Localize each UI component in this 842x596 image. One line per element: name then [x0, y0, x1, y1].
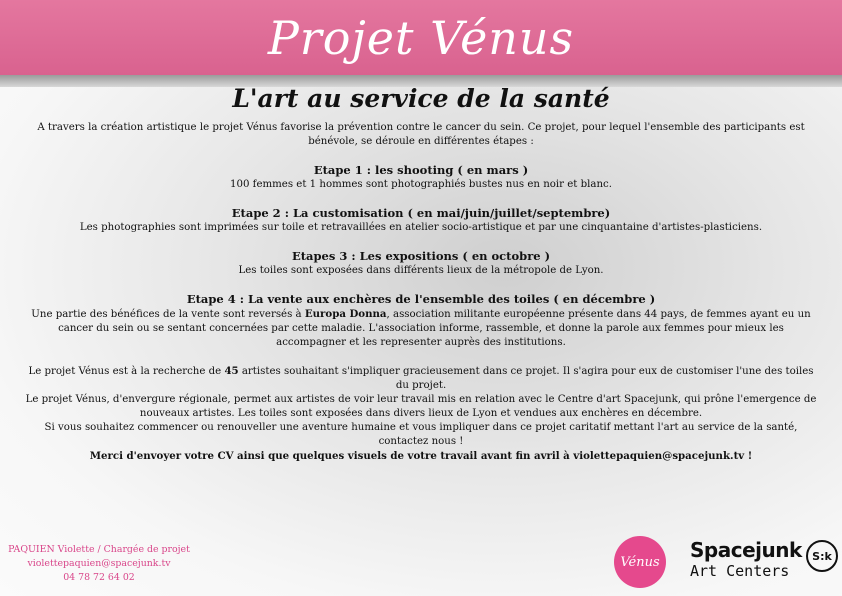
contact-email[interactable]: violettepaquien@spacejunk.tv [27, 558, 171, 569]
regional-paragraph: Le projet Vénus, d'envergure régionale, permet aux artistes de voir leur travail mis en relation avec le Centre d'art Spacejunk, qui prône l'emergence de nouveaux artistes. Les toiles sont exposées dans divers lieux de Lyon et vendues aux enchères en décembre. [25, 394, 817, 419]
page-subtitle: L'art au service de la santé [232, 84, 610, 113]
contact-block [4, 543, 194, 585]
step-3-title: Etapes 3 : Les expositions ( en octobre ) [291, 249, 551, 263]
contact-name: PAQUIEN Violette / Chargée de projet [8, 544, 190, 555]
step-4-title: Etape 4 : La vente aux enchères de l'ensemble des toiles ( en décembre ) [186, 292, 656, 306]
page-title: Projet Vénus [267, 10, 575, 65]
recruit-text-start: Le projet Vénus est à la recherche de [28, 366, 225, 377]
recruit-paragraph [22, 364, 820, 393]
contact-phone: 04 78 72 64 02 [63, 572, 135, 583]
step-1-title: Etape 1 : les shooting ( en mars ) [313, 163, 529, 177]
venus-logo [614, 536, 666, 588]
spacejunk-logo-tagline: Art Centers [690, 562, 790, 580]
step-2-title: Etape 2 : La customisation ( en mai/juin/juillet/septembre) [231, 206, 611, 220]
header-banner [0, 0, 842, 75]
step-2-text: Les photographies sont imprimées sur toile et retravaillées en atelier socio-artistique et par une cinquantaine d'artistes-plasticiens. [79, 222, 763, 233]
spacejunk-logo-name: Spacejunk [690, 538, 802, 562]
spacejunk-logo [690, 538, 840, 584]
step-4-text-end: , association militante européenne présente dans 44 pays, de femmes ayant eu un cancer du sein ou se sentant concernées par cette maladie. L'association informe, rassemble, et donne la parole aux femmes pour mieux les accompagner et les representer auprès des institutions. [58, 309, 811, 348]
recruit-text-end: artistes souhaitant s'impliquer gracieusement dans ce projet. Il s'agira pour eux de customiser l'une des toiles du projet. [238, 366, 814, 391]
step-3-text: Les toiles sont exposées dans différents lieux de la métropole de Lyon. [238, 265, 604, 276]
step-1-text: 100 femmes et 1 hommes sont photographiés bustes nus en noir et blanc. [230, 179, 612, 190]
contact-invite-paragraph: Si vous souhaitez commencer ou renouveller une aventure humaine et vous impliquer dans ce projet caritatif mettant l'art au service de la santé, contactez nous ! [44, 422, 798, 447]
step-4-text [22, 307, 820, 350]
venus-logo-text: Vénus [620, 554, 660, 570]
call-to-action: Merci d'envoyer votre CV ainsi que quelques visuels de votre travail avant fin avril à violettepaquien@spacejunk.tv ! [89, 450, 753, 462]
spacejunk-badge-icon: S:k [806, 540, 838, 572]
europa-donna-name: Europa Donna [304, 308, 387, 320]
artist-count: 45 [224, 365, 239, 377]
step-4-text-start: Une partie des bénéfices de la vente sont reversés à [31, 309, 305, 320]
intro-paragraph: A travers la création artistique le projet Vénus favorise la prévention contre le cancer du sein. Ce projet, pour lequel l'ensemble des participants est bénévole, se déroule en différentes étapes : [37, 122, 805, 147]
main-content [22, 121, 820, 463]
